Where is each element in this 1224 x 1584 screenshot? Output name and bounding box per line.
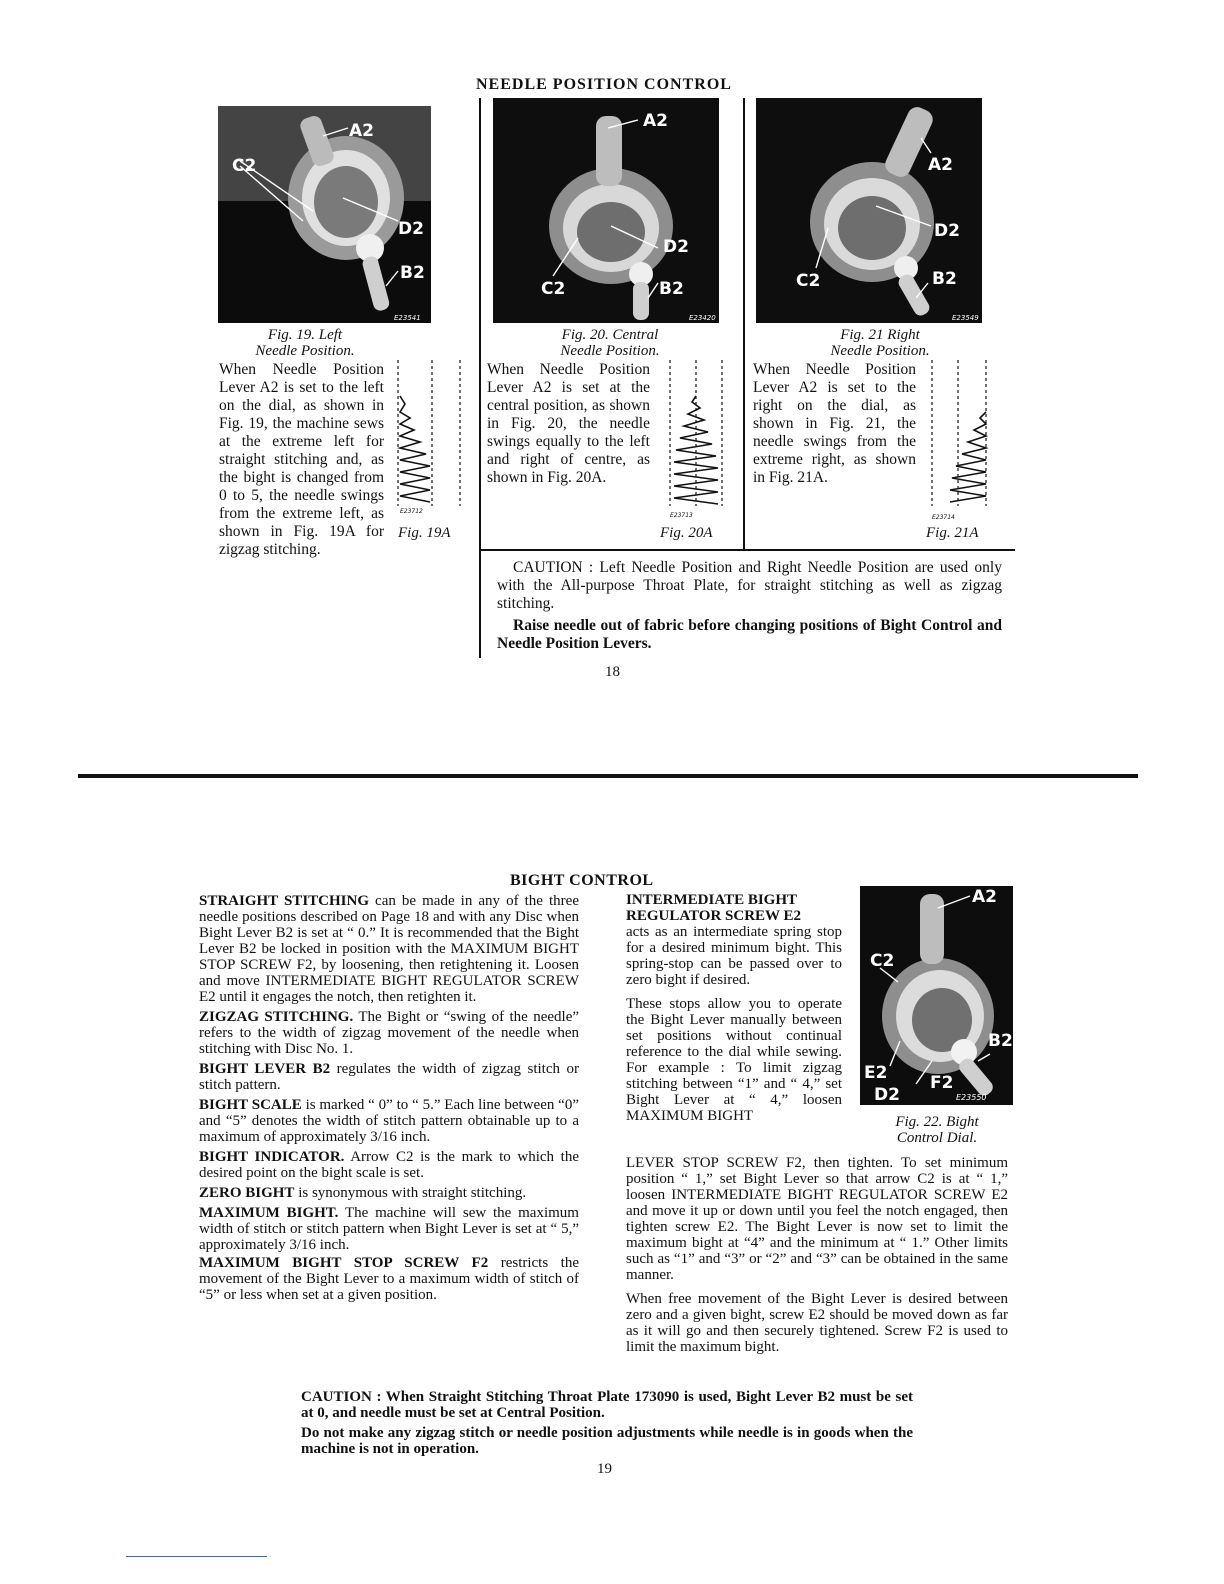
zero-bight-text: is synonymous with straight stitching. (294, 1185, 527, 1201)
fig20-caption-line1: Fig. 20. Central (561, 327, 659, 343)
page18-caution-raise-needle: Raise needle out of fabric before changing positions of Bight Control and Needle Position Levers. (497, 617, 1002, 652)
fig22-caption-line1: Fig. 22. Bight (895, 1114, 979, 1130)
stops-example-text: These stops allow you to operate the Bight Lever manually between set positions without continual reference to the dial while sewing. For example : To limit zigzag stitching between “1” and “ 4,” set Bight Lever at “ 4,” loosen MAXIMUM BIGHT (626, 996, 842, 1124)
column-divider-1 (479, 98, 481, 658)
fig22-caption-line2: Control Dial. (896, 1130, 978, 1146)
fig19-caption-line2: Needle Position. (255, 343, 355, 359)
column-divider-2 (743, 98, 745, 550)
page19-left-column (199, 893, 579, 1303)
fig21-label-d2: D2 (934, 221, 960, 241)
fig22-label-a2: A2 (972, 887, 997, 907)
fig20a-label: Fig. 20A (660, 525, 713, 541)
fig19a-label: Fig. 19A (398, 525, 451, 541)
fig22-label-f2: F2 (930, 1073, 954, 1093)
fig21-label-a2: A2 (928, 155, 953, 175)
fig20-code: E23420 (689, 314, 716, 322)
fig19-code: E23541 (394, 314, 421, 322)
fig19-caption (230, 327, 380, 359)
straight-stitching-text: can be made in any of the three needle positions described on Page 18 and with any Disc when Bight Lever B2 is set at “ 0.” It is recommended that the Bight Lever B2 be locked in position with the MAXIMUM BIGHT STOP SCREW F2, by loosening, then retightening it. Loosen and move INTERMEDIATE BIGHT REGULATOR SCREW E2 until it engages the notch, then retighten it. (199, 893, 579, 1005)
page19-right-column-lower (626, 1155, 1008, 1355)
fig19-photo (218, 106, 431, 323)
page-separator (78, 774, 1138, 778)
fig19-label-c2: C2 (232, 156, 257, 176)
fig19-label-b2: B2 (400, 263, 425, 283)
fig22-caption (862, 1114, 1012, 1146)
fig20a-stitch-diagram (664, 356, 730, 516)
stops-example-continued: LEVER STOP SCREW F2, then tighten. To set minimum position “ 1,” set Bight Lever so that arrow C2 is at “ 1,” loosen INTERMEDIATE BIGHT REGULATOR SCREW E2 and move it up or down until you feel the notch engaged, then tighten screw E2. The Bight Lever is now set to limit the maximum bight at “4” and the minimum at “ 1.” Other limits such as “1” and “3” or “2” and “3” can be obtained in the same manner. (626, 1155, 1008, 1283)
fig21a-stitch-diagram (928, 356, 994, 516)
bight-scale-text: is marked “ 0” to “ 5.” Each line between “0” and “5” denotes the width of stitch pattern obtainable up to a maximum of approximately 3/16 inch. (199, 1097, 579, 1145)
fig20-photo (493, 98, 719, 323)
zigzag-stitching-heading: ZIGZAG STITCHING. (199, 1009, 354, 1025)
max-bight-stop-screw-heading: MAXIMUM BIGHT STOP SCREW F2 (199, 1255, 489, 1271)
fig21a-code: E23714 (932, 514, 955, 521)
zero-bight-paragraph (199, 1185, 579, 1201)
fig22-code: E23550 (956, 1093, 987, 1102)
fig19-label-a2: A2 (349, 121, 374, 141)
fig19-description: When Needle Position Lever A2 is set to the left on the dial, as shown in Fig. 19, the machine sews at the extreme left for straight stitching and, as the bight is changed from 0 to 5, the needle swings from the extreme left, as shown in Fig. 19A for zigzag stitching. (219, 361, 384, 558)
page19-right-column-upper (626, 892, 842, 1124)
maximum-bight-paragraph (199, 1205, 579, 1253)
page18-caution (497, 559, 1002, 653)
fig20-caption-line2: Needle Position. (560, 343, 660, 359)
fig20-description: When Needle Position Lever A2 is set at the central position, as shown in Fig. 20, the needle swings equally to the left and right of centre, as shown in Fig. 20A. (487, 361, 650, 486)
fig22-label-c2: C2 (870, 951, 895, 971)
maximum-bight-text: The machine will sew the maximum width of stitch or stitch pattern when Bight Lever is set at “ 5,” approximately 3/16 inch. (199, 1205, 579, 1253)
fig20-label-a2: A2 (643, 111, 668, 131)
fig21-caption-line1: Fig. 21 Right (840, 327, 920, 343)
bight-lever-text: regulates the width of zigzag stitch or stitch pattern. (199, 1061, 579, 1093)
page19-number: 19 (597, 1461, 612, 1477)
fig19-label-d2: D2 (398, 219, 424, 239)
fig21-description: When Needle Position Lever A2 is set to the right on the dial, as shown in Fig. 21, the needle swings from the extreme right, as shown in Fig. 21A. (753, 361, 916, 486)
bight-indicator-heading: BIGHT INDICATOR. (199, 1149, 345, 1165)
intermediate-screw-text: acts as an intermediate spring stop for a desired minimum bight. This spring-stop can be passed over to zero bight if desired. (626, 924, 842, 988)
intermediate-screw-heading: INTERMEDIATE BIGHT REGULATOR SCREW E2 (626, 892, 802, 924)
fig20-caption (530, 327, 690, 359)
max-bight-stop-screw-text: restricts the movement of the Bight Lever to a maximum width of stitch of “5” or less when set at a given position. (199, 1255, 580, 1303)
page18-caution-text: CAUTION : Left Needle Position and Right Needle Position are used only with the All-purpose Throat Plate, for straight stitching as well as zigzag stitching. (497, 559, 1002, 612)
max-bight-stop-screw-paragraph (199, 1255, 579, 1303)
page19-caution-needle-in-goods: Do not make any zigzag stitch or needle position adjustments while needle is in goods when the machine is not in operation. (301, 1425, 913, 1457)
zigzag-stitching-paragraph (199, 1009, 579, 1057)
straight-stitching-paragraph (199, 893, 579, 1005)
bight-indicator-text: Arrow C2 is the mark to which the desired point on the bight scale is set. (199, 1149, 579, 1181)
page19-title: BIGHT CONTROL (510, 872, 654, 889)
zigzag-stitching-text: The Bight or “swing of the needle” refers to the width of zigzag movement of the needle when stitching with Disc No. 1. (199, 1009, 580, 1057)
page18-number: 18 (605, 664, 620, 680)
fig22-photo (860, 886, 1013, 1105)
fig19-caption-line1: Fig. 19. Left (267, 327, 343, 343)
maximum-bight-heading: MAXIMUM BIGHT. (199, 1205, 339, 1221)
fig19a-stitch-diagram (396, 356, 464, 516)
zero-bight-heading: ZERO BIGHT (199, 1185, 295, 1201)
bight-scale-heading: BIGHT SCALE (199, 1097, 302, 1113)
bight-lever-paragraph (199, 1061, 579, 1093)
fig20-label-d2: D2 (663, 237, 689, 257)
fig21a-label: Fig. 21A (926, 525, 979, 541)
fig21-photo (756, 98, 982, 323)
page19-caution-throat-plate: CAUTION : When Straight Stitching Throat Plate 173090 is used, Bight Lever B2 must be set at 0, and needle must be set at Central Position. (301, 1389, 913, 1421)
fig21-caption (800, 327, 960, 359)
bight-scale-paragraph (199, 1097, 579, 1145)
fig21-label-b2: B2 (932, 269, 957, 289)
page18-title: NEEDLE POSITION CONTROL (476, 76, 732, 93)
footnote-rule (126, 1556, 267, 1557)
fig20-label-c2: C2 (541, 279, 566, 299)
page19-caution (301, 1389, 913, 1457)
fig20a-code: E23713 (670, 512, 693, 519)
figure-bottom-rule (479, 549, 1015, 551)
fig22-label-b2: B2 (988, 1031, 1013, 1051)
fig20-label-b2: B2 (659, 279, 684, 299)
fig19a-code: E23712 (400, 508, 423, 515)
bight-lever-heading: BIGHT LEVER B2 (199, 1061, 331, 1077)
fig21-code: E23549 (952, 314, 979, 322)
straight-stitching-heading: STRAIGHT STITCHING (199, 893, 369, 909)
fig22-label-d2: D2 (874, 1085, 900, 1105)
fig22-label-e2: E2 (864, 1063, 888, 1083)
free-movement-text: When free movement of the Bight Lever is desired between zero and a given bight, screw E2 should be moved down as far as it will go and then securely tightened. Screw F2 is used to limit the maximum bight. (626, 1291, 1008, 1355)
fig21-label-c2: C2 (796, 271, 821, 291)
fig21-caption-line2: Needle Position. (830, 343, 930, 359)
bight-indicator-paragraph (199, 1149, 579, 1181)
